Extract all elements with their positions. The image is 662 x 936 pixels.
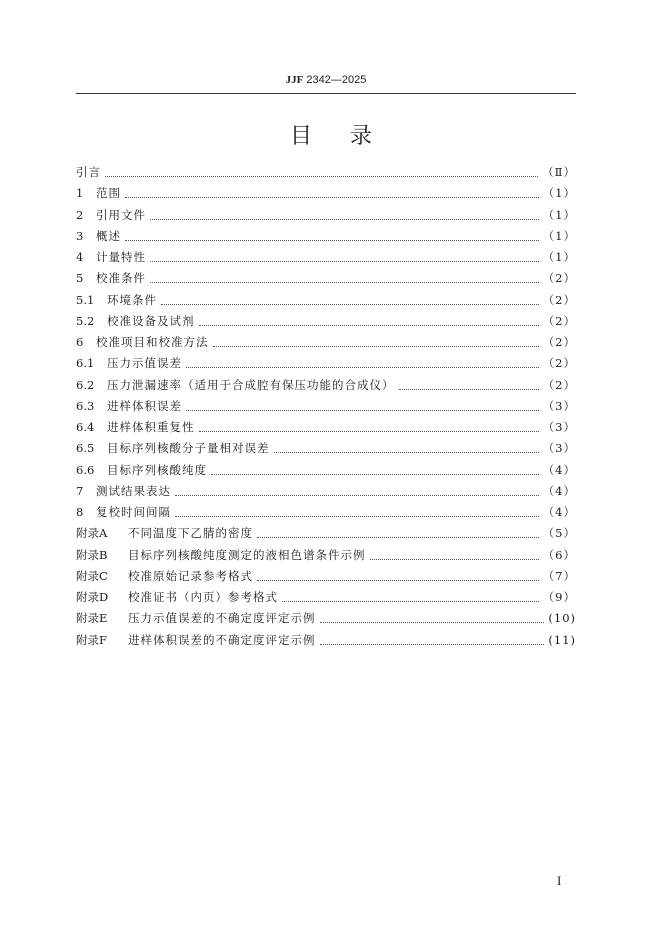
toc-entry[interactable] xyxy=(76,419,576,440)
toc-entry-title: 校准项目和校准方法 xyxy=(96,335,209,349)
toc-entry-title: 进样体积误差的不确定度评定示例 xyxy=(128,632,316,647)
toc-entry[interactable] xyxy=(76,249,576,270)
toc-dot-leader xyxy=(257,537,539,538)
toc-entry-title: 目标序列核酸纯度测定的液相色谱条件示例 xyxy=(128,547,366,562)
toc-entry-number: 6.5 xyxy=(76,441,95,456)
toc-entry[interactable] xyxy=(76,610,576,631)
toc-entry-number: 附录C xyxy=(76,568,108,583)
toc-entry[interactable] xyxy=(76,207,576,228)
toc-entry-page: （Ⅱ） xyxy=(542,165,576,179)
toc-entry[interactable] xyxy=(76,398,576,419)
toc-entry-title: 引言 xyxy=(76,165,101,179)
toc-title: 目录 xyxy=(289,124,410,149)
toc-entry[interactable] xyxy=(76,525,576,546)
toc-entry-page: （6） xyxy=(542,547,576,562)
toc-entry-page: （1） xyxy=(542,186,576,201)
toc-entry-page: （5） xyxy=(542,526,576,541)
toc-entry-title: 压力示值误差的不确定度评定示例 xyxy=(128,611,316,626)
toc-entry-number: 6 xyxy=(76,335,84,349)
toc-entry-page: （2） xyxy=(542,335,576,349)
toc-dot-leader xyxy=(211,474,539,475)
toc-entry[interactable] xyxy=(76,228,576,249)
toc-entry-title: 环境条件 xyxy=(107,292,157,307)
toc-entry-number: 6.2 xyxy=(76,377,95,392)
toc-entry-page: （4） xyxy=(542,462,576,477)
toc-entry[interactable] xyxy=(76,377,576,398)
toc-entry-title: 引用文件 xyxy=(96,207,146,222)
toc-entry-page: （1） xyxy=(542,207,576,222)
toc-entry-page: （3） xyxy=(542,398,576,413)
header-rule xyxy=(76,93,576,94)
toc-entry[interactable] xyxy=(76,185,576,206)
toc-entry-number: 5.1 xyxy=(76,292,95,307)
toc-entry-number: 3 xyxy=(76,228,84,243)
toc-entry-page: （2） xyxy=(542,292,576,307)
toc-dot-leader xyxy=(320,644,545,645)
toc-entry[interactable] xyxy=(76,462,576,483)
toc-entry[interactable] xyxy=(76,632,576,653)
toc-entry-number: 5 xyxy=(76,271,84,286)
toc-entry-number: 6.1 xyxy=(76,356,95,371)
toc-dot-leader xyxy=(320,622,545,623)
toc-entry[interactable] xyxy=(76,164,576,185)
toc-entry-title: 计量特性 xyxy=(96,250,146,264)
toc-entry-number: 4 xyxy=(76,250,84,264)
toc-entry-title: 目标序列核酸纯度 xyxy=(107,462,207,477)
toc-entry-page: (10) xyxy=(548,611,576,626)
toc-dot-leader xyxy=(399,389,539,390)
toc-entry-page: （3） xyxy=(542,420,576,434)
toc-entry-page: （7） xyxy=(542,568,576,583)
toc-dot-leader xyxy=(186,410,539,411)
toc-entry-number: 6.4 xyxy=(76,420,95,434)
toc-entry-title: 复校时间间隔 xyxy=(96,505,171,519)
toc-entry-title: 压力示值误差 xyxy=(107,356,182,371)
toc-entry-title: 压力泄漏速率（适用于合成腔有保压功能的合成仪） xyxy=(107,377,395,392)
toc-dot-leader xyxy=(150,261,539,262)
toc-entry-page: （3） xyxy=(542,441,576,456)
toc-dot-leader xyxy=(213,346,539,347)
toc-entry-number: 附录D xyxy=(76,590,109,604)
toc-dot-leader xyxy=(105,176,538,177)
toc-dot-leader xyxy=(161,304,539,305)
toc-dot-leader xyxy=(175,495,539,496)
toc-entry[interactable] xyxy=(76,334,576,355)
toc-entry-title: 校准证书（内页）参考格式 xyxy=(128,590,278,604)
toc-dot-leader xyxy=(274,452,539,453)
toc-entry-title: 范围 xyxy=(96,186,121,201)
toc-entry-page: （1） xyxy=(542,228,576,243)
toc-entry[interactable] xyxy=(76,504,576,525)
toc-entry-number: 2 xyxy=(76,207,84,222)
standard-prefix: JJF xyxy=(285,74,304,86)
toc-entry-page: （2） xyxy=(542,377,576,392)
toc-entry-title: 校准设备及试剂 xyxy=(107,313,195,328)
toc-entry-page: （2） xyxy=(542,271,576,286)
toc-entry-number: 6.6 xyxy=(76,462,95,477)
toc-entry-number: 8 xyxy=(76,505,84,519)
standard-code: 2342—2025 xyxy=(303,74,367,86)
toc-dot-leader xyxy=(125,197,539,198)
toc-dot-leader xyxy=(150,219,539,220)
toc-dot-leader xyxy=(370,559,539,560)
toc-entry-title: 不同温度下乙腈的密度 xyxy=(128,526,253,541)
toc-entry[interactable] xyxy=(76,483,576,504)
toc-entry-title: 目标序列核酸分子量相对误差 xyxy=(107,441,270,456)
toc-entry-number: 1 xyxy=(76,186,84,201)
running-header xyxy=(76,73,576,86)
toc-dot-leader xyxy=(150,282,539,283)
toc-dot-leader xyxy=(282,601,539,602)
toc-entry-page: (11) xyxy=(548,632,576,647)
toc-entry-title: 进样体积误差 xyxy=(107,398,182,413)
toc-dot-leader xyxy=(175,516,539,517)
toc-entry-page: （2） xyxy=(542,356,576,371)
toc-entry-title: 校准条件 xyxy=(96,271,146,286)
toc-entry[interactable] xyxy=(76,270,576,291)
toc-entry-page: （1） xyxy=(542,250,576,264)
toc-entry[interactable] xyxy=(76,292,576,313)
toc-entry-page: （9） xyxy=(542,590,576,604)
toc-entry-title: 进样体积重复性 xyxy=(107,420,195,434)
toc-entry[interactable] xyxy=(76,355,576,376)
toc-entry[interactable] xyxy=(76,313,576,334)
toc-entry-number: 5.2 xyxy=(76,313,95,328)
toc-entry-title: 校准原始记录参考格式 xyxy=(128,568,253,583)
toc-dot-leader xyxy=(257,580,539,581)
toc-entry-title: 测试结果表达 xyxy=(96,483,171,498)
toc-entry-number: 附录E xyxy=(76,611,108,626)
toc-entry[interactable] xyxy=(76,568,576,589)
toc-dot-leader xyxy=(186,367,539,368)
toc-dot-leader xyxy=(199,325,539,326)
toc-entry-title: 概述 xyxy=(96,228,121,243)
toc-dot-leader xyxy=(199,431,539,432)
toc-entry-number: 附录B xyxy=(76,547,108,562)
toc-entry-page: （2） xyxy=(542,313,576,328)
toc-entry-number: 6.3 xyxy=(76,398,95,413)
toc-entry[interactable] xyxy=(76,440,576,461)
toc-dot-leader xyxy=(125,240,539,241)
toc-entry-number: 附录F xyxy=(76,632,107,647)
table-of-contents xyxy=(76,164,576,653)
toc-entry-page: （4） xyxy=(542,505,576,519)
toc-entry[interactable] xyxy=(76,589,576,610)
toc-entry-number: 7 xyxy=(76,483,84,498)
toc-entry-number: 附录A xyxy=(76,526,108,541)
page-number: I xyxy=(557,873,562,888)
toc-entry-page: （4） xyxy=(542,483,576,498)
toc-entry[interactable] xyxy=(76,547,576,568)
